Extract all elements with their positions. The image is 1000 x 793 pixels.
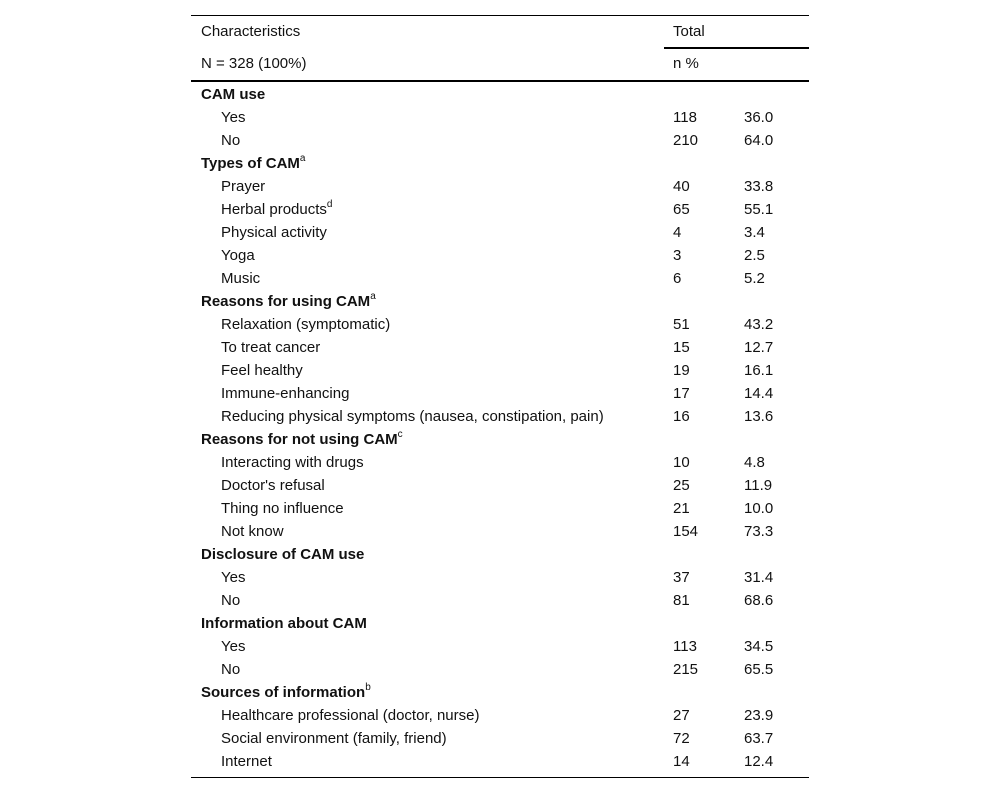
row-label-text: Social environment (family, friend) <box>221 730 447 747</box>
table-row <box>191 405 809 428</box>
footnote-marker: a <box>370 291 376 302</box>
row-label <box>221 129 240 152</box>
row-label-text: Feel healthy <box>221 362 303 379</box>
table-row <box>191 336 809 359</box>
row-label <box>221 359 303 382</box>
section-title <box>201 290 376 313</box>
table-row <box>191 727 809 750</box>
section-title-text: Disclosure of CAM use <box>201 546 365 563</box>
header-n-pct: n % <box>673 55 699 72</box>
row-percent: 68.6 <box>744 592 774 609</box>
row-count: 10 <box>673 454 690 471</box>
table-row <box>191 382 809 405</box>
table-row <box>191 658 809 681</box>
row-count: 72 <box>673 730 690 747</box>
table-header-row-2 <box>191 48 809 82</box>
table-row <box>191 497 809 520</box>
table-row <box>191 267 809 290</box>
row-percent: 5.2 <box>744 270 765 287</box>
row-label-text: Yoga <box>221 247 255 264</box>
row-label-text: No <box>221 592 241 609</box>
row-count: 37 <box>673 569 690 586</box>
row-percent: 73.3 <box>744 523 774 540</box>
table-row <box>191 106 809 129</box>
table-row <box>191 313 809 336</box>
row-count: 210 <box>673 132 699 149</box>
row-count: 21 <box>673 500 690 517</box>
row-percent: 12.4 <box>744 753 774 770</box>
section-title <box>201 83 265 106</box>
row-label-text: Not know <box>221 523 284 540</box>
row-label <box>221 405 604 428</box>
row-count: 6 <box>673 270 682 287</box>
row-count: 16 <box>673 408 690 425</box>
row-label <box>221 175 265 198</box>
row-label <box>221 520 284 543</box>
row-label-text: Herbal products <box>221 201 327 218</box>
row-count: 215 <box>673 661 699 678</box>
section-header-row <box>191 681 809 704</box>
row-percent: 2.5 <box>744 247 765 264</box>
header-n-label: N = 328 (100%) <box>201 55 307 72</box>
row-percent: 3.4 <box>744 224 765 241</box>
row-percent: 31.4 <box>744 569 774 586</box>
row-label <box>221 704 479 727</box>
table-row <box>191 589 809 612</box>
row-percent: 55.1 <box>744 201 774 218</box>
row-label <box>221 451 364 474</box>
section-header-row <box>191 428 809 451</box>
row-label-text: Internet <box>221 753 272 770</box>
row-label-text: Prayer <box>221 178 266 195</box>
row-percent: 11.9 <box>744 477 773 494</box>
row-label <box>221 336 320 359</box>
row-percent: 10.0 <box>744 500 774 517</box>
table-row <box>191 750 809 773</box>
row-label <box>221 106 245 129</box>
table-row <box>191 129 809 152</box>
row-percent: 34.5 <box>744 638 774 655</box>
row-count: 17 <box>673 385 690 402</box>
row-label <box>221 566 245 589</box>
section-header-row <box>191 83 809 106</box>
table-row <box>191 359 809 382</box>
table-row <box>191 635 809 658</box>
row-label-text: Physical activity <box>221 224 327 241</box>
section-title <box>201 543 364 566</box>
section-header-row <box>191 152 809 175</box>
row-label <box>221 221 327 244</box>
row-label-text: Yes <box>221 109 246 126</box>
section-title-text: Reasons for not using CAM <box>201 431 398 448</box>
table-bottom-padding <box>191 773 809 777</box>
row-label-text: Thing no influence <box>221 500 344 517</box>
row-label-text: No <box>221 132 241 149</box>
section-title-text: Types of CAM <box>201 155 300 172</box>
table-row <box>191 520 809 543</box>
row-label-text: Reducing physical symptoms (nausea, constipation, pain) <box>221 408 604 425</box>
row-count: 51 <box>673 316 690 333</box>
row-count: 113 <box>673 638 697 655</box>
row-label <box>221 382 349 405</box>
row-count: 118 <box>673 109 697 126</box>
section-title-text: CAM use <box>201 86 266 103</box>
section-title-text: Information about CAM <box>201 615 367 632</box>
row-label-text: Interacting with drugs <box>221 454 364 471</box>
row-label-text: Music <box>221 270 261 287</box>
row-label-text: Healthcare professional (doctor, nurse) <box>221 707 480 724</box>
section-title <box>201 612 367 635</box>
table-row <box>191 175 809 198</box>
row-label-text: Doctor's refusal <box>221 477 325 494</box>
section-header-row <box>191 612 809 635</box>
footnote-marker: c <box>397 429 403 440</box>
row-label-text: No <box>221 661 241 678</box>
row-count: 14 <box>673 753 690 770</box>
row-label <box>221 727 447 750</box>
row-percent: 23.9 <box>744 707 774 724</box>
section-title-text: Sources of information <box>201 684 366 701</box>
row-percent: 13.6 <box>744 408 774 425</box>
section-title <box>201 681 371 704</box>
row-count: 27 <box>673 707 690 724</box>
row-label <box>221 474 325 497</box>
row-label-text: Yes <box>221 569 246 586</box>
row-label <box>221 313 390 336</box>
footnote-marker: b <box>365 682 371 693</box>
section-header-row <box>191 543 809 566</box>
row-label-text: To treat cancer <box>221 339 321 356</box>
row-label <box>221 198 332 221</box>
row-percent: 16.1 <box>744 362 774 379</box>
row-count: 65 <box>673 201 690 218</box>
row-count: 25 <box>673 477 690 494</box>
row-label-text: Relaxation (symptomatic) <box>221 316 391 333</box>
table-header-row-1 <box>191 16 809 48</box>
row-label-text: Immune-enhancing <box>221 385 350 402</box>
table-row <box>191 474 809 497</box>
row-label-text: Yes <box>221 638 246 655</box>
row-percent: 4.8 <box>744 454 765 471</box>
row-percent: 36.0 <box>744 109 774 126</box>
row-label <box>221 589 240 612</box>
row-count: 19 <box>673 362 690 379</box>
footnote-marker: a <box>299 153 306 164</box>
table-row <box>191 704 809 727</box>
row-count: 4 <box>673 224 682 241</box>
section-title <box>201 428 403 451</box>
row-count: 15 <box>673 339 690 356</box>
table-row <box>191 566 809 589</box>
row-percent: 43.2 <box>744 316 774 333</box>
row-label <box>221 267 260 290</box>
cam-characteristics-table <box>191 15 809 778</box>
table-body <box>191 82 809 773</box>
table-row <box>191 221 809 244</box>
row-label <box>221 750 272 773</box>
row-percent: 33.8 <box>744 178 774 195</box>
row-percent: 64.0 <box>744 132 774 149</box>
row-percent: 14.4 <box>744 385 774 402</box>
row-label <box>221 244 255 267</box>
section-title <box>201 152 305 175</box>
table-row <box>191 244 809 267</box>
row-percent: 65.5 <box>744 661 774 678</box>
table-row <box>191 451 809 474</box>
row-count: 3 <box>673 247 682 264</box>
row-count: 81 <box>673 592 690 609</box>
row-label <box>221 497 344 520</box>
row-count: 154 <box>673 523 699 540</box>
row-percent: 63.7 <box>744 730 774 747</box>
table-row <box>191 198 809 221</box>
section-title-text: Reasons for using CAM <box>201 293 371 310</box>
row-count: 40 <box>673 178 690 195</box>
header-characteristics: Characteristics <box>201 23 301 40</box>
row-label <box>221 635 245 658</box>
row-percent: 12.7 <box>744 339 774 356</box>
section-header-row <box>191 290 809 313</box>
header-total: Total <box>673 23 705 40</box>
footnote-marker: d <box>326 199 333 210</box>
row-label <box>221 658 240 681</box>
